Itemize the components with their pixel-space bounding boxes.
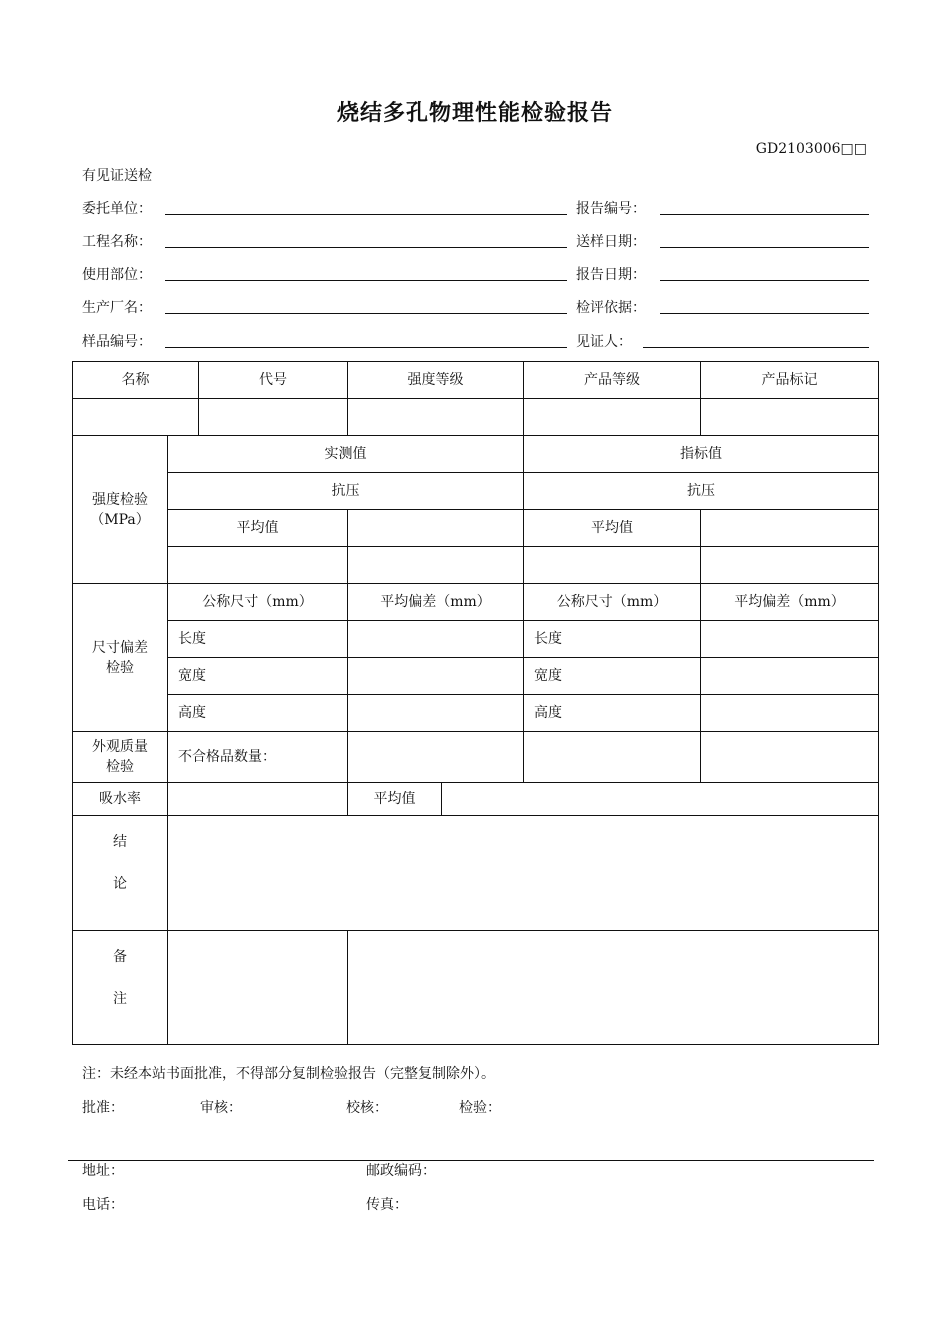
header-name: 名称 bbox=[73, 362, 199, 399]
signature-check: 校核： bbox=[346, 1100, 388, 1116]
field-line-witness[interactable] bbox=[643, 347, 869, 348]
field-line-submit-date[interactable] bbox=[660, 247, 869, 248]
strength-blank-2[interactable] bbox=[348, 547, 524, 584]
remark-content-right[interactable] bbox=[348, 931, 879, 1045]
dimension-nominal-header-1: 公称尺寸（mm） bbox=[168, 584, 348, 621]
header-product-mark: 产品标记 bbox=[701, 362, 879, 399]
footer-postcode: 邮政编码： bbox=[366, 1163, 436, 1179]
document-code: GD2103006□□ bbox=[755, 141, 867, 157]
strength-avg-measured-value[interactable] bbox=[348, 510, 524, 547]
witness-note: 有见证送检 bbox=[82, 168, 152, 184]
strength-blank-4[interactable] bbox=[701, 547, 879, 584]
copy-note: 注：未经本站书面批准，不得部分复制检验报告（完整复制除外）。 bbox=[82, 1066, 495, 1082]
field-label-standard: 检评依据： bbox=[576, 300, 646, 316]
field-line-sample-no[interactable] bbox=[165, 347, 567, 348]
dimension-length-label-1: 长度 bbox=[168, 621, 348, 658]
value-code[interactable] bbox=[199, 399, 348, 436]
remark-content-left[interactable] bbox=[168, 931, 348, 1045]
strength-compress-standard: 抗压 bbox=[524, 473, 879, 510]
absorption-value[interactable] bbox=[168, 783, 348, 816]
test-results-table bbox=[72, 361, 879, 1045]
value-strength-grade[interactable] bbox=[348, 399, 524, 436]
field-label-witness: 见证人： bbox=[576, 334, 632, 350]
field-label-manufacturer: 生产厂名： bbox=[82, 300, 152, 316]
dimension-width-value-1[interactable] bbox=[348, 658, 524, 695]
signature-inspect: 检验： bbox=[459, 1100, 501, 1116]
strength-blank-3[interactable] bbox=[524, 547, 701, 584]
appearance-unqualified-label: 不合格品数量： bbox=[168, 732, 348, 783]
dimension-nominal-header-2: 公称尺寸（mm） bbox=[524, 584, 701, 621]
page-title: 烧结多孔物理性能检验报告 bbox=[336, 101, 613, 126]
field-label-submit-date: 送样日期： bbox=[576, 234, 646, 250]
absorption-avg-label: 平均值 bbox=[348, 783, 442, 816]
field-line-manufacturer[interactable] bbox=[165, 313, 567, 314]
signature-approve: 批准： bbox=[82, 1100, 124, 1116]
appearance-blank-1[interactable] bbox=[524, 732, 701, 783]
dimension-length-value-1[interactable] bbox=[348, 621, 524, 658]
value-product-grade[interactable] bbox=[524, 399, 701, 436]
remark-label: 备 注 bbox=[73, 931, 168, 1045]
appearance-unqualified-value[interactable] bbox=[348, 732, 524, 783]
dimension-width-label-1: 宽度 bbox=[168, 658, 348, 695]
value-name[interactable] bbox=[73, 399, 199, 436]
field-line-project[interactable] bbox=[165, 247, 567, 248]
field-label-project: 工程名称： bbox=[82, 234, 152, 250]
field-label-location: 使用部位： bbox=[82, 267, 152, 283]
dimension-height-value-1[interactable] bbox=[348, 695, 524, 732]
dimension-height-value-2[interactable] bbox=[701, 695, 879, 732]
strength-section-label: 强度检验 （MPa） bbox=[73, 436, 168, 584]
field-label-report-no: 报告编号： bbox=[576, 201, 646, 217]
dimension-deviation-header-1: 平均偏差（mm） bbox=[348, 584, 524, 621]
field-line-standard[interactable] bbox=[660, 313, 869, 314]
field-line-location[interactable] bbox=[165, 280, 567, 281]
dimension-width-value-2[interactable] bbox=[701, 658, 879, 695]
header-product-grade: 产品等级 bbox=[524, 362, 701, 399]
strength-avg-standard-value[interactable] bbox=[701, 510, 879, 547]
field-label-client: 委托单位： bbox=[82, 201, 152, 217]
dimension-height-label-1: 高度 bbox=[168, 695, 348, 732]
field-line-client[interactable] bbox=[165, 214, 567, 215]
appearance-blank-2[interactable] bbox=[701, 732, 879, 783]
field-line-report-date[interactable] bbox=[660, 280, 869, 281]
signature-review: 审核： bbox=[200, 1100, 242, 1116]
field-label-report-date: 报告日期： bbox=[576, 267, 646, 283]
absorption-avg-value[interactable] bbox=[442, 783, 879, 816]
footer-divider bbox=[68, 1160, 874, 1161]
strength-blank-1[interactable] bbox=[168, 547, 348, 584]
strength-avg-standard-label: 平均值 bbox=[524, 510, 701, 547]
dimension-deviation-header-2: 平均偏差（mm） bbox=[701, 584, 879, 621]
value-product-mark[interactable] bbox=[701, 399, 879, 436]
field-line-report-no[interactable] bbox=[660, 214, 869, 215]
strength-standard-header: 指标值 bbox=[524, 436, 879, 473]
header-strength-grade: 强度等级 bbox=[348, 362, 524, 399]
header-code: 代号 bbox=[199, 362, 348, 399]
conclusion-label: 结 论 bbox=[73, 816, 168, 931]
conclusion-content[interactable] bbox=[168, 816, 879, 931]
footer-address: 地址： bbox=[82, 1163, 124, 1179]
strength-avg-measured-label: 平均值 bbox=[168, 510, 348, 547]
footer-phone: 电话： bbox=[82, 1197, 124, 1213]
dimension-width-label-2: 宽度 bbox=[524, 658, 701, 695]
strength-measured-header: 实测值 bbox=[168, 436, 524, 473]
absorption-label: 吸水率 bbox=[73, 783, 168, 816]
dimension-section-label: 尺寸偏差 检验 bbox=[73, 584, 168, 732]
dimension-length-label-2: 长度 bbox=[524, 621, 701, 658]
dimension-length-value-2[interactable] bbox=[701, 621, 879, 658]
dimension-height-label-2: 高度 bbox=[524, 695, 701, 732]
strength-compress-measured: 抗压 bbox=[168, 473, 524, 510]
appearance-section-label: 外观质量 检验 bbox=[73, 732, 168, 783]
field-label-sample-no: 样品编号： bbox=[82, 334, 152, 350]
footer-fax: 传真： bbox=[366, 1197, 408, 1213]
